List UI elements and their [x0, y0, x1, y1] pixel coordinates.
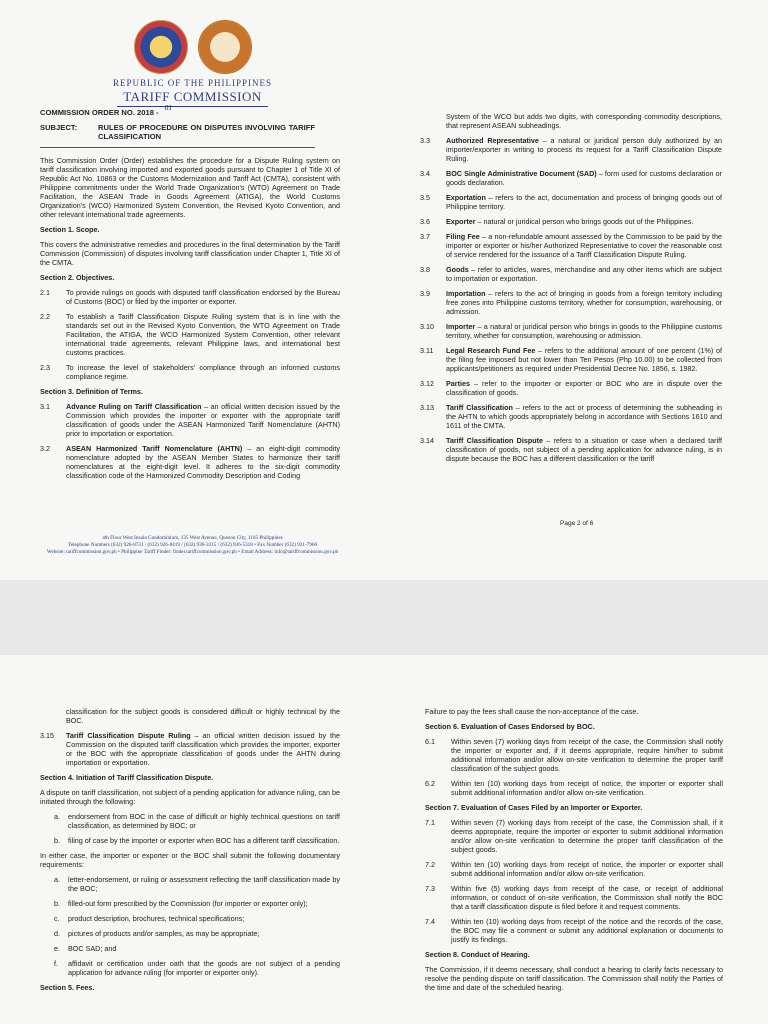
list-item: 6.2 Within ten (10) working days from receipt of notice, the importer or exporter shall submit additional information and/or allow on-site verification. [425, 779, 723, 797]
list-item: 2.3 To increase the level of stakeholders' compliance through an informed customs compliance regime. [40, 363, 340, 381]
agency-name: TARIFF COMMISSION [117, 89, 268, 107]
order-subject: SUBJECT: RULES OF PROCEDURE ON DISPUTES INVOLVING TARIFF CLASSIFICATION [40, 123, 315, 148]
list-item: 7.4 Within ten (10) working days from receipt of the notice and the records of the case, the BOC may file a comment or submit any additional explanation or documents to justify its findings. [425, 917, 723, 944]
paragraph: In either case, the importer or exporter or the BOC shall submit the following documentary requirements: [40, 851, 340, 869]
section-title: Section 5. Fees. [40, 983, 95, 992]
paragraph: The Commission, if it deems necessary, shall conduct a hearing to clarify facts necessary to resolve the pending dispute on tariff classification. The Commission shall notify the Parties of the time and date of the scheduled hearing. [425, 965, 723, 992]
intro-paragraph: This Commission Order (Order) establishes the procedure for a Dispute Ruling system on tariff classification involving imported and exported goods pursuant to Chapter 1 of Title XI of Republic Act No. 10863 or the Customs Modernization and Tariff Act (CMTA), consistent with Philippine commitments under the World Trade Organization's (WTO) Agreement on Trade Facilitation, the ASEAN Trade in Goods Agreement (ATIGA), the World Customs Organization's (WCO) Harmonized System Convention, the Revised Kyoto Convention, and other relevant international trade agreements. [40, 156, 340, 219]
tariff-commission-seal-icon [198, 20, 252, 74]
definition-item: 3.12 Parties – refer to the importer or exporter or BOC who are in dispute over the classification of goods. [420, 379, 722, 397]
section-title: Section 8. Conduct of Hearing. [425, 950, 530, 959]
definition-item: 3.15 Tariff Classification Dispute Ruling – an official written decision issued by the Commission on the disputed tariff classification which provides the importer, exporter or the BOC with the appropriate classification of goods under the AHTN during importation or exportation. [40, 731, 341, 767]
list-item: b. filled-out form prescribed by the Commission (for importer or exporter only); [54, 899, 308, 908]
left-column [40, 103, 340, 486]
right-column [425, 707, 723, 998]
list-item: a. letter-endorsement, or ruling or assessment reflecting the tariff classification made by the BOC; [54, 875, 340, 893]
section-title: Section 7. Evaluation of Cases Filed by an Importer or Exporter. [425, 803, 643, 812]
list-item: 7.3 Within five (5) working days from receipt of the case, or receipt of additional information, or conduct of on-site verification, the Commission shall notify the BOC that a tariff classification dispute is filed before it and request comments. [425, 884, 723, 911]
definition-item: 3.4 BOC Single Administrative Document (SAD) – form used for customs declaration or goods declaration. [420, 169, 723, 187]
letterhead [0, 20, 385, 107]
section-title: Section 2. Objectives. [40, 273, 115, 282]
left-column [40, 707, 340, 998]
paragraph: System of the WCO but adds two digits, with corresponding commodity descriptions, that represent ASEAN subheadings. [446, 112, 722, 130]
paragraph: classification for the subject goods is considered difficult or highly technical by the BOC. [66, 707, 340, 725]
list-item: 7.2 Within ten (10) working days from receipt of notice, the importer or exporter shall submit additional information and/or allow on-site verification. [425, 860, 723, 878]
definition-item: 3.1 Advance Ruling on Tariff Classification – an official written decision issued by the Commission which provides the importer or exporter with the appropriate tariff classification of goods under the ASEAN Harmonized Tariff Nomenclature (AHTN) prior to importation or exportation. [40, 402, 340, 438]
list-item: e. BOC SAD; and [54, 944, 117, 953]
section-title: Section 4. Initiation of Tariff Classification Dispute. [40, 773, 214, 782]
footer-address: 4th Floor West Insula Condominium, 135 West Avenue, Quezon City, 1105 Philippines [102, 535, 283, 541]
list-item: c. product description, brochures, technical specifications; [54, 914, 245, 923]
list-item: d. pictures of products and/or samples, as may be appropriate; [54, 929, 260, 938]
list-item: b. filing of case by the importer or exporter when BOC has a different tariff classification. [54, 836, 340, 845]
document-page-3 [0, 655, 768, 1024]
republic-label: REPUBLIC OF THE PHILIPPINES [112, 78, 273, 88]
definition-item: 3.11 Legal Research Fund Fee – refers to the additional amount of one percent (1%) of the filing fee imposed but not lower than Ten Pesos (Php 10.00) to be collected from applicants/petitioners as required under Presidential Decree No. 1856, s. 1982. [420, 346, 722, 373]
letterhead-footer [0, 535, 385, 556]
definition-item: 3.8 Goods – refer to articles, wares, merchandise and any other items which are subject to importation or exportation. [420, 265, 722, 283]
order-number: COMMISSION ORDER NO. 2018 -01 [40, 103, 173, 117]
list-item: 2.2 To establish a Tariff Classification Dispute Ruling system that is in line with the standards set out in the Revised Kyoto Convention, the WTO Agreement on Trade Facilitation, the ATIGA, the WCO Harmonized System Convention, other relevant international trade agreements, relevant Philippine laws, and international best customs practices. [40, 312, 340, 357]
definition-item: 3.14 Tariff Classification Dispute – refers to a situation or case when a declared tariff classification of goods, not subject of a pending application for advance ruling, is in dispute because the BOC has a different classification or the tariff [420, 436, 722, 463]
definition-item: 3.9 Importation – refers to the act of bringing in goods from a foreign territory including free zones into Philippine customs territory, whether for consumption, warehousing, or admission. [420, 289, 722, 316]
philippine-seal-icon [134, 20, 188, 74]
paragraph: Failure to pay the fees shall cause the non-acceptance of the case. [425, 707, 639, 716]
right-column [420, 112, 722, 469]
definition-item: 3.5 Exportation – refers to the act, documentation and process of bringing goods out of Philippine territory. [420, 193, 722, 211]
paragraph: A dispute on tariff classification, not subject of a pending application for advance ruling, can be initiated through the following: [40, 788, 340, 806]
definition-item: 3.7 Filing Fee – a non-refundable amount assessed by the Commission to be paid by the importer or exporter or his/her Authorized Representative to cover the reasonable cost of service rendered for the issuance of a Tariff Classification Dispute Ruling. [420, 232, 722, 259]
definition-item: 3.10 Importer – a natural or juridical person who brings in goods to the Philippine customs territory, whether for consumption, warehousing or admission. [420, 322, 722, 340]
definition-item: 3.6 Exporter – natural or juridical person who brings goods out of the Philippines. [420, 217, 694, 226]
list-item: 6.1 Within seven (7) working days from receipt of the case, the Commission shall notify the importer or exporter and, if it deems appropriate, require him/her to submit additional information and/or allow on-site verification to determine the proper tariff classification of the subject goods. [425, 737, 723, 773]
section-title: Section 1. Scope. [40, 225, 100, 234]
list-item: 7.1 Within seven (7) working days from receipt of the case, the Commission shall, if it deems appropriate, require the importer or exporter to submit additional information and/or allow on-site verification to determine the proper tariff classification of the subject goods. [425, 818, 723, 854]
list-item: a. endorsement from BOC in the case of difficult or highly technical questions on tariff classification, as determined by BOC; or [54, 812, 340, 830]
page-number: Page 2 of 6 [560, 520, 594, 527]
section-title: Section 3. Definition of Terms. [40, 387, 143, 396]
footer-web: Website: tariffcommission.gov.ph • Philippine Tariff Finder: finder.tariffcommission.gov.ph • Email Address: info@tariffcommission.gov.ph [46, 549, 339, 555]
footer-phones: Telephone Numbers (632) 926-8731 / (632) 926-8419 / (632) 936-3315 / (632) 936-5318 • Fax Number (632) 921-7960 [67, 542, 318, 548]
section-title: Section 6. Evaluation of Cases Endorsed by BOC. [425, 722, 595, 731]
definition-item: 3.2 ASEAN Harmonized Tariff Nomenclature (AHTN) – an eight-digit commodity nomenclature adopted by the ASEAN Member States to harmonize their tariff nomenclatures at the eight-digit level. It adheres to the six-digit commodity classification code of the Harmonized Commodity Description and Coding [40, 444, 340, 480]
definition-item: 3.3 Authorized Representative – a natural or juridical person duly authorized by an importer/exporter in writing to process its request for a Tariff Classification Dispute Ruling. [420, 136, 722, 163]
paragraph: This covers the administrative remedies and procedures in the final determination by the Tariff Commission (Commission) of disputes involving tariff classification under Chapter 1, Title XI of the CMTA. [40, 240, 340, 267]
definition-item: 3.13 Tariff Classification – refers to the act or process of determining the subheading in the AHTN to which goods appropriately belong in accordance with Sections 1610 and 1611 of the CMTA. [420, 403, 722, 430]
list-item: 2.1 To provide rulings on goods with disputed tariff classification endorsed by the Bureau of Customs (BOC) or filed by the importer or exporter. [40, 288, 340, 306]
page-gap [0, 580, 768, 655]
list-item: f. affidavit or certification under oath that the goods are not subject of a pending application for advance ruling (for importer or exporter only). [54, 959, 340, 977]
